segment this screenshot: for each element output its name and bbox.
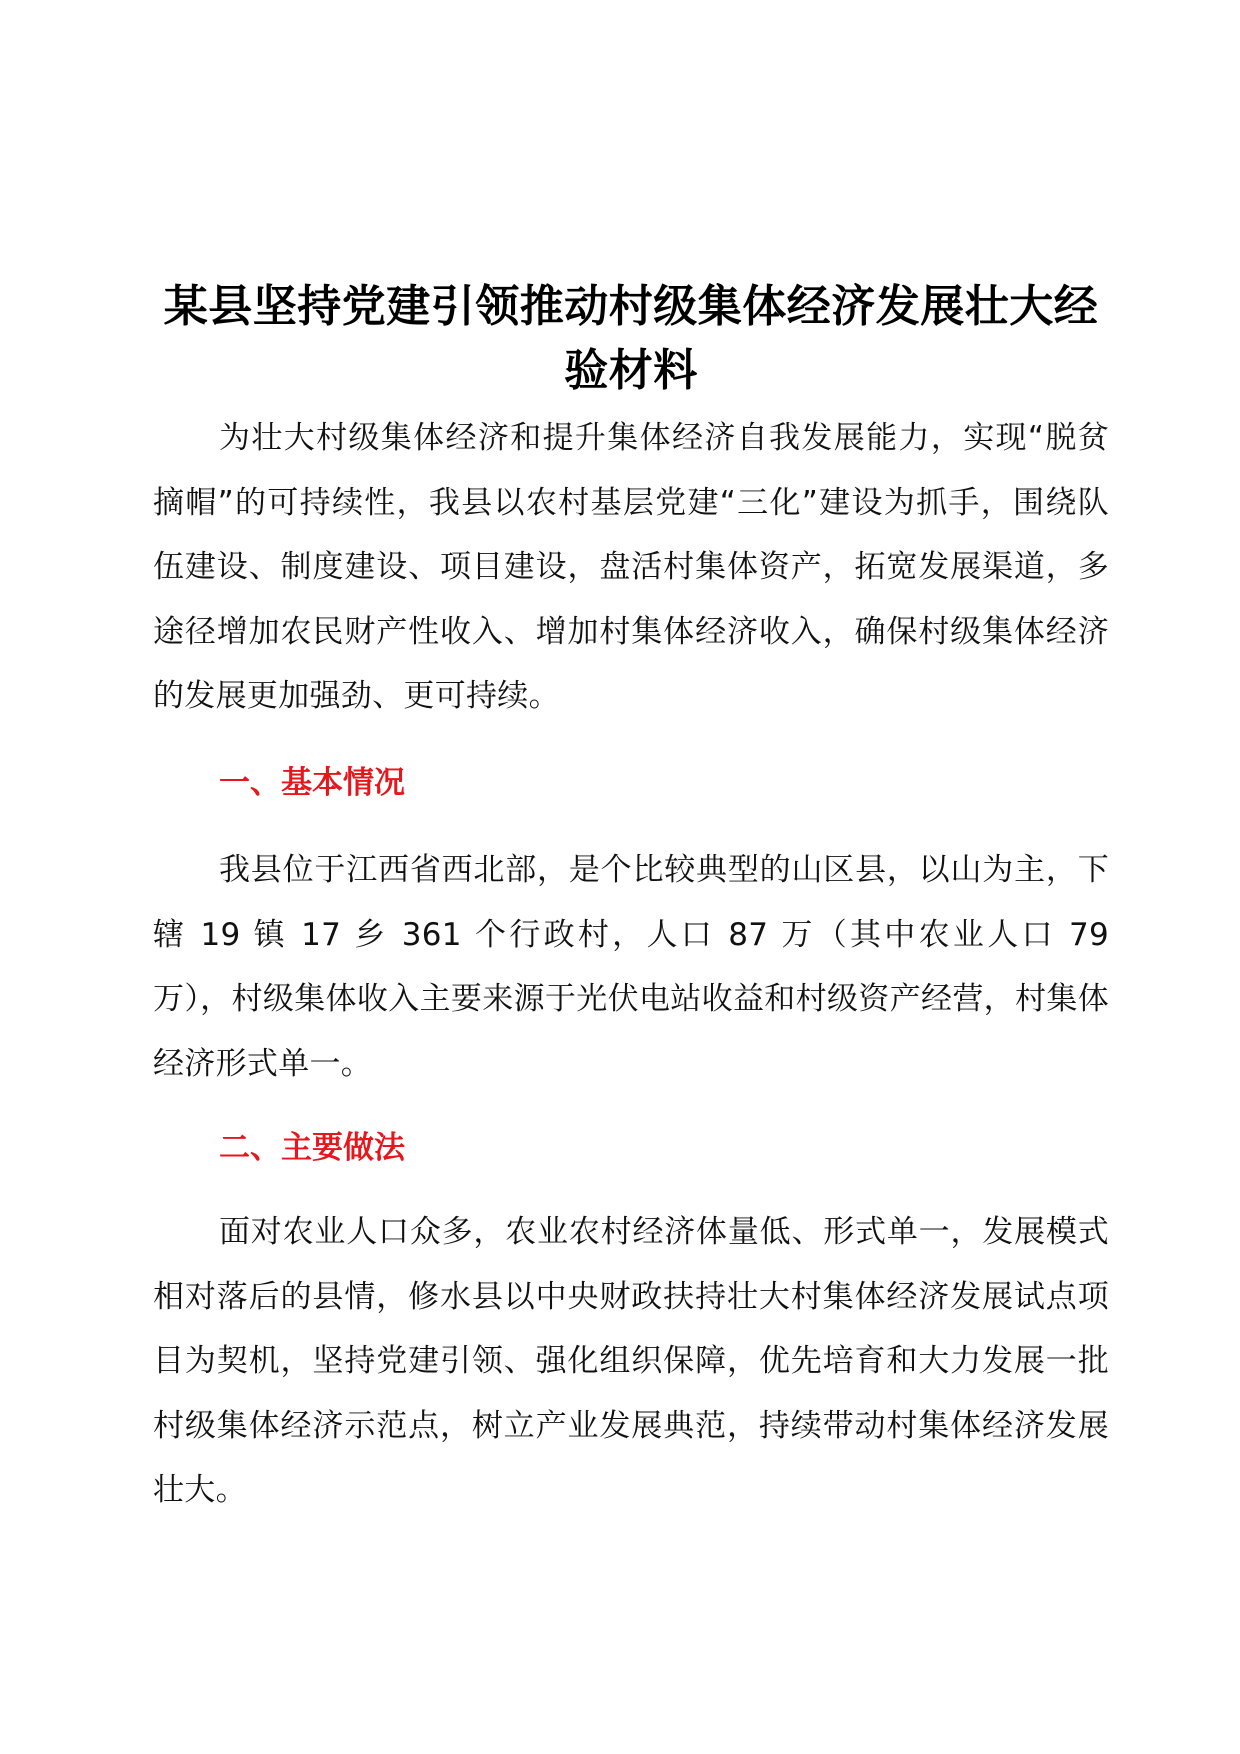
document-title-text: 某县坚持党建引领推动村级集体经济发展壮大经验材料 [163,281,1099,397]
section-heading-main-methods: 二、主要做法 [219,1130,405,1166]
section-body-main-methods: 面对农业人口众多，农业农村经济体量低、形式单一，发展模式相对落后的县情，修水县以中央财政扶持壮大村集体经济发展试点项目为契机，坚持党建引领、强化组织保障，优先培育和大力发展一批村级集体经济示范点，树立产业发展典范，持续带动村集体经济发展壮大。 [153,1214,1109,1508]
intro-paragraph: 为壮大村级集体经济和提升集体经济自我发展能力，实现“脱贫摘帽”的可持续性，我县以农村基层党建“三化”建设为抓手，围绕队伍建设、制度建设、项目建设，盘活村集体资产，拓宽发展渠道，多途径增加农民财产性收入、增加村集体经济收入，确保村级集体经济的发展更加强劲、更可持续。 [153,420,1109,714]
section-body-basic-situation: 我县位于江西省西北部，是个比较典型的山区县，以山为主，下辖 19 镇 17 乡 361 个行政村，人口 87 万（其中农业人口 79 万），村级集体收入主要来源于光伏电站收益和村级资产经营，村集体经济形式单一。 [153,852,1109,1082]
section-heading-basic-situation: 一、基本情况 [219,765,405,801]
document-title [153,275,1109,403]
